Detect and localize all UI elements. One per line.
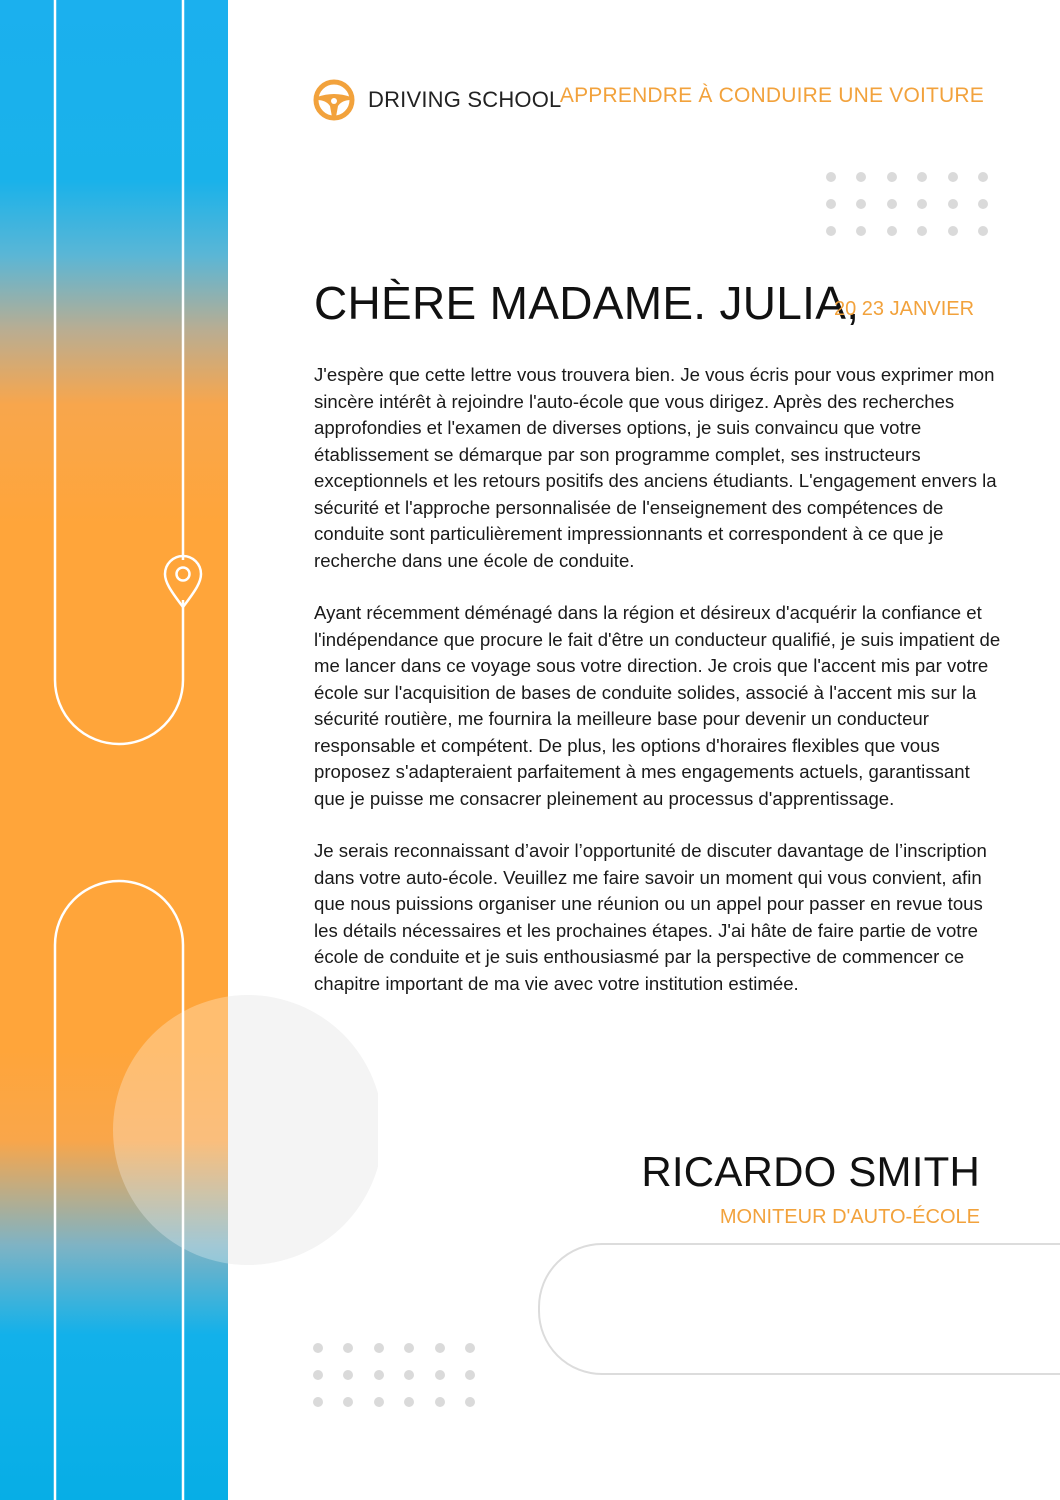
steering-wheel-icon [312, 78, 356, 122]
signature-block [641, 1148, 980, 1229]
tagline: APPRENDRE À CONDUIRE UNE VOITURE [559, 84, 984, 107]
signer-role: MONITEUR D'AUTO-ÉCOLE [719, 1206, 980, 1228]
dot-grid-top [826, 172, 991, 237]
dot-grid-bottom [313, 1343, 478, 1408]
pill-decoration [538, 1243, 1060, 1375]
letter-paragraph: Je serais reconnaissant d’avoir l’opportunité de discuter davantage de l’inscription dans votre auto-école. Veuillez me faire savoir un moment qui vous convient, afin que nous puissions organiser une réunion ou un appel pour passer en revue tous les détails nécessaires et les prochaines étapes. J'ai hâte de faire partie de votre école de conduite et je suis enthousiasmé par la perspective de commencer ce chapitre important de ma vie avec votre institution estimée. [314, 840, 987, 994]
letter-date: 20 23 JANVIER [834, 298, 975, 320]
brand-logo [312, 78, 562, 122]
salutation: CHÈRE MADAME. JULIA, [314, 277, 860, 329]
signer-name: RICARDO SMITH [641, 1148, 980, 1195]
road-path-decoration [0, 0, 228, 1500]
sidebar-decoration [0, 0, 228, 1500]
location-pin-icon [165, 556, 201, 607]
letter-body [314, 362, 1004, 1023]
decorative-circle-overlap [228, 995, 378, 1265]
brand-name: DRIVING SCHOOL [368, 87, 562, 112]
letter-paragraph: J'espère que cette lettre vous trouvera bien. Je vous écris pour vous exprimer mon sincère intérêt à rejoindre l'auto-école que vous dirigez. Après des recherches approfondies et l'examen de diverses options, je suis convaincu que votre établissement se démarque par son programme complet, ses instructeurs exceptionnels et les retours positifs des anciens étudiants. L'engagement envers la sécurité et l'approche personnalisée de l'enseignement des compétences de conduite sont particulièrement impressionnants et correspondent à ce que je recherche dans une école de conduite. [314, 364, 997, 571]
letter-paragraph: Ayant récemment déménagé dans la région et désireux d'acquérir la confiance et l'indépendance que procure le fait d'être un conducteur qualifié, je suis impatient de me lancer dans ce voyage sous votre direction. Je crois que l'accent mis par votre école sur l'acquisition de bases de conduite solides, associé à l'accent mis sur la sécurité routière, me fournira la meilleure base pour devenir un conducteur responsable et compétent. De plus, les options d'horaires flexibles que vous proposez s'adapteraient parfaitement à mes engagements actuels, garantissant que je puisse me consacrer pleinement au processus d'apprentissage. [314, 602, 1001, 809]
